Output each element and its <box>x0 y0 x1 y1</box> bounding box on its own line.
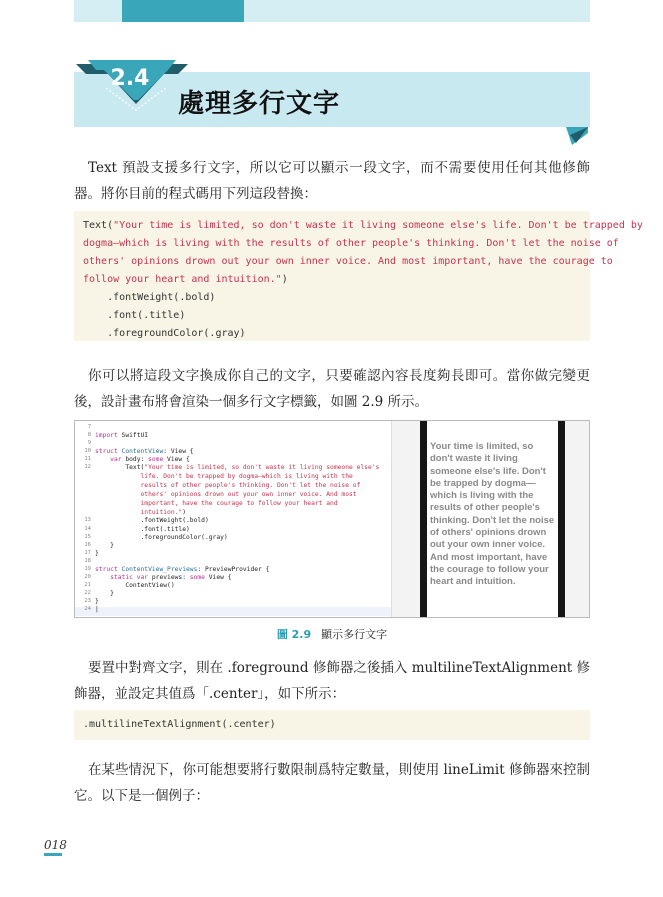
editor-line-close-3: } <box>95 590 114 597</box>
editor-line-struct: struct ContentView: View { <box>95 448 194 455</box>
line-number: 18 <box>84 558 91 564</box>
editor-line-close-1: } <box>95 542 114 549</box>
line-number: 19 <box>84 566 91 572</box>
line-number: 24 <box>84 606 91 612</box>
line-number: 23 <box>84 598 91 604</box>
line-number: 12 <box>84 464 91 470</box>
section-number: 2.4 <box>110 66 150 91</box>
line-number: 21 <box>84 582 91 588</box>
code-line-2: dogma—which is living with the results of other people's thinking. Don't let the noise of <box>83 238 619 249</box>
code-block-alignment <box>74 710 590 740</box>
code-line-7: .foregroundColor(.gray) <box>83 328 246 339</box>
corner-ribbon-icon <box>566 127 588 145</box>
section-title: 處理多行文字 <box>178 89 341 119</box>
figure-caption-text: 顯示多行文字 <box>321 628 388 641</box>
figure-label: 圖 2.9 <box>276 628 312 641</box>
editor-line-wrap-4: important, have the courage to follow your heart and <box>95 500 338 507</box>
code-block-text <box>74 211 643 341</box>
line-number: 9 <box>87 440 91 446</box>
editor-line-wrap-5: intuition.") <box>95 509 186 516</box>
code-line-alignment: .multilineTextAlignment(.center) <box>83 719 276 730</box>
editor-line-previews-var: static var previews: some View { <box>95 574 232 581</box>
line-number: 20 <box>84 574 91 580</box>
line-number: 10 <box>84 448 91 454</box>
line-number: 15 <box>84 534 91 540</box>
editor-line-fontweight: .fontWeight(.bold) <box>95 517 209 524</box>
code-line-1: Text("Your time is limited, so don't waste it living someone else's life. Don't be trapped by <box>83 220 643 231</box>
editor-line-import: import SwiftUI <box>95 432 149 439</box>
paragraph-replace: 你可以將這段文字換成你自己的文字，只要確認內容長度夠長即可。當你做完變更後，設計畫布將會渲染一個多行文字標籤，如圖 2.9 所示。 <box>74 368 590 410</box>
line-number: 16 <box>84 542 91 548</box>
code-line-4: follow your heart and intuition.") <box>83 274 288 285</box>
paragraph-linelimit: 在某些情況下，你可能想要將行數限制爲特定數量，則使用 lineLimit 修飾器來控制它。以下是一個例子： <box>74 762 590 804</box>
line-number-gutter <box>75 421 93 617</box>
editor-line-wrap-2: results of other people's thinking. Don't let the noise of <box>95 482 361 489</box>
editor-line-font: .font(.title) <box>95 526 190 533</box>
line-number: 17 <box>84 550 91 556</box>
page-number: 018 <box>44 838 67 852</box>
editor-line-close-4: } <box>95 598 99 605</box>
editor-line-body: var body: some View { <box>95 456 190 463</box>
editor-line-wrap-3: others' opinions drown out your own inner voice. And most <box>95 491 357 498</box>
editor-cursor[interactable]: | <box>95 606 99 613</box>
editor-line-text: Text("Your time is limited, so don't waste it living someone else's <box>95 464 380 471</box>
paragraph-intro: Text 預設支援多行文字，所以它可以顯示一段文字，而不需要使用任何其他修飾器。將你目前的程式碼用下列這段替換： <box>74 160 590 202</box>
figure-screenshot <box>74 420 590 618</box>
preview-multiline-text: Your time is limited, so don't waste it living someone else's life. Don't be trapped by dogma—which is living with the results of other people's thinking. Don't let the noise of others' opinions drown out your own inner voice. And most important, have the courage to follow your heart and intuition. <box>430 441 555 588</box>
line-number: 14 <box>84 526 91 532</box>
code-line-6: .font(.title) <box>83 310 186 321</box>
line-number: 22 <box>84 590 91 596</box>
paragraph-center: 要置中對齊文字，則在 .foreground 修飾器之後插入 multilineTextAlignment 修飾器，並設定其值爲「.center」，如下所示： <box>74 660 590 702</box>
line-number: 8 <box>87 432 91 438</box>
top-band-tab <box>122 0 244 22</box>
editor-line-previews-struct: struct ContentView_Previews: PreviewProvider { <box>95 566 270 573</box>
line-number: 7 <box>87 424 91 430</box>
line-number: 11 <box>84 456 91 462</box>
page-number-underline <box>44 853 62 856</box>
current-line-highlight <box>75 607 391 616</box>
editor-line-foregroundcolor: .foregroundColor(.gray) <box>95 534 228 541</box>
editor-line-contentview: ContentView() <box>95 582 175 589</box>
figure-caption <box>74 626 590 642</box>
code-line-5: .fontWeight(.bold) <box>83 292 216 303</box>
line-number: 13 <box>84 517 91 523</box>
editor-line-wrap-1: life. Don't be trapped by dogma—which is living with the <box>95 473 353 480</box>
editor-line-close-2: } <box>95 550 99 557</box>
code-line-3: others' opinions drown out your own inner voice. And most important, have the courage to <box>83 256 613 267</box>
